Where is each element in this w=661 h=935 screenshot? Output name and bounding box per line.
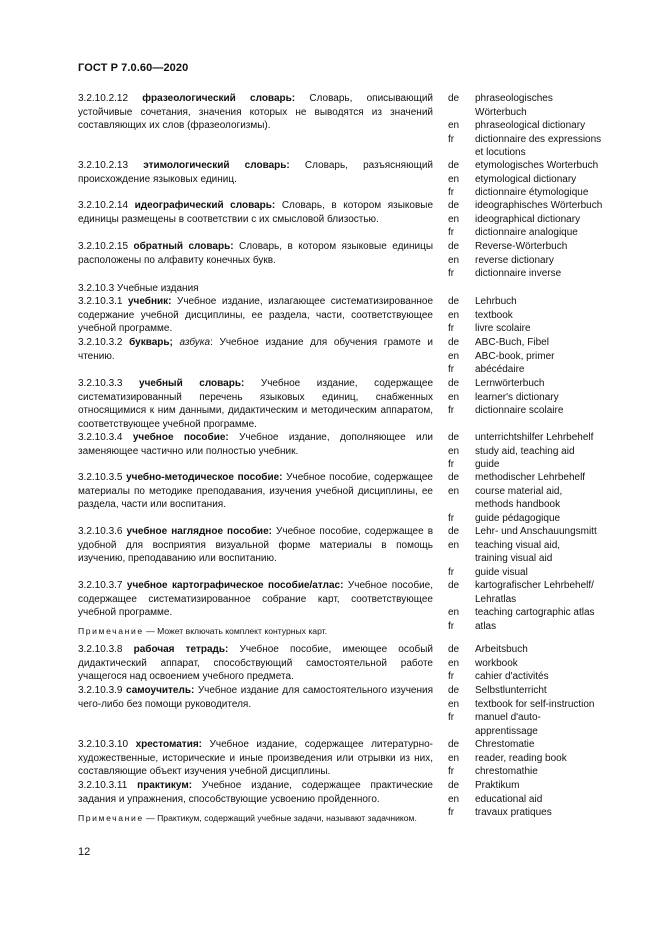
translation-text: ABC-Buch, Fibel xyxy=(475,337,549,348)
translations xyxy=(448,431,658,472)
lang-code: fr xyxy=(448,227,455,238)
entry-text: Учебное издание, содержащее литературно-художественные, исторические и иные произведения или отрывки из них, составляющие объект изучения учебной дисциплины. xyxy=(78,739,434,777)
translation-text: textbook for self-instruction xyxy=(475,698,595,710)
entry-term: практикум: xyxy=(137,780,193,791)
note-text: — Практикум, содержащий учебные задачи, называют задачником. xyxy=(146,813,417,823)
translation-row xyxy=(448,336,658,350)
translation-row xyxy=(448,765,658,779)
entry-number: 3.2.10.2.15 xyxy=(78,241,129,252)
translation-text: Praktikum xyxy=(475,780,520,791)
translations xyxy=(448,377,658,418)
lang-code: fr xyxy=(448,620,455,632)
translation-text: phraseological dictionary xyxy=(475,120,586,131)
translation-text: ABC-book, primer xyxy=(475,350,555,362)
translation-row xyxy=(448,106,658,120)
lang-code: de xyxy=(448,200,460,211)
lang-code: fr xyxy=(448,133,455,145)
translations xyxy=(448,240,658,281)
translation-row xyxy=(448,606,658,620)
lang-code: en xyxy=(448,173,460,185)
translation-row xyxy=(448,186,658,200)
lang-code: fr xyxy=(448,323,455,334)
translation-row xyxy=(448,725,658,739)
translation-row xyxy=(448,377,658,391)
translation-text: dictionnaire analogique xyxy=(475,227,578,238)
lang-code: fr xyxy=(448,364,455,375)
translation-text: reader, reading book xyxy=(475,752,567,764)
translation-row xyxy=(448,92,658,106)
translation-text: methods handbook xyxy=(475,499,561,510)
translation-text: unterrichtshilfer Lehrbehelf xyxy=(475,432,594,443)
lang-code: fr xyxy=(448,512,455,524)
translation-row xyxy=(448,363,658,377)
lang-code: de xyxy=(448,685,460,696)
translation-text: Selbstlunterricht xyxy=(475,685,547,696)
translation-text: etymologisches Worterbuch xyxy=(475,160,599,171)
entry-term: учебный словарь: xyxy=(139,378,245,389)
translation-text: kartografischer Lehrbehelf/ xyxy=(475,580,594,591)
entry-term: самоучитель: xyxy=(126,685,195,696)
lang-code: de xyxy=(448,241,460,252)
translation-row xyxy=(448,738,658,752)
entry-number: 3.2.10.3.2 xyxy=(78,337,123,348)
lang-code: fr xyxy=(448,405,455,416)
translation-text: Chrestomatie xyxy=(475,739,535,750)
translation-text: dictionnaire des expressions xyxy=(475,133,602,145)
entry-term: учебное пособие: xyxy=(132,432,229,443)
lang-code: fr xyxy=(448,459,455,470)
entry-term: фразеологический словарь: xyxy=(142,93,296,104)
entry-number: 3.2.10.3.6 xyxy=(78,526,123,537)
entry-definition xyxy=(78,643,433,684)
entry-definition xyxy=(78,779,433,806)
translation-row xyxy=(448,512,658,526)
lang-code: de xyxy=(448,296,460,307)
translation-text: phraseologisches xyxy=(475,93,553,104)
entry-number: 3.2.10.2.13 xyxy=(78,160,129,171)
translation-row xyxy=(448,350,658,364)
translation-row xyxy=(448,471,658,485)
translations xyxy=(448,471,658,525)
translation-row xyxy=(448,213,658,227)
lang-code: de xyxy=(448,432,460,443)
translation-row xyxy=(448,657,658,671)
lang-code: fr xyxy=(448,807,455,818)
translation-text: ideographical dictionary xyxy=(475,213,581,225)
lang-code: de xyxy=(448,739,460,750)
lang-code: fr xyxy=(448,766,455,777)
entry-definition xyxy=(78,159,433,186)
translation-row xyxy=(448,119,658,133)
translation-text: dictionnaire scolaire xyxy=(475,405,564,416)
translation-text: teaching cartographic atlas xyxy=(475,607,595,618)
translation-text: Lehrbuch xyxy=(475,296,517,307)
entry-text: Учебное издание, дополняющее или заменяющее частично или полностью учебник. xyxy=(78,432,433,457)
entry-number: 3.2.10.3.7 xyxy=(78,580,123,591)
translation-text: study aid, teaching aid xyxy=(475,445,575,457)
entry-text: Словарь, в котором языковые единицы размещены в соответствии с их смысловой близостью. xyxy=(78,200,434,225)
translations xyxy=(448,579,658,633)
lang-code: de xyxy=(448,337,460,348)
entry-text: Учебное пособие, содержащее систематизированное собрание карт, соответствующее учебной программе. xyxy=(78,580,434,618)
translations xyxy=(448,779,658,820)
entry-definition xyxy=(78,377,433,431)
entry-text: Учебное пособие, содержащее в удобной для восприятия визуальной форме материалы в помощь изучению, преподаванию или воспитанию. xyxy=(78,526,434,564)
translation-text: learner's dictionary xyxy=(475,391,559,403)
entry-text: : Учебное издание для обучения грамоте и чтению. xyxy=(78,337,434,362)
translation-text: etymological dictionary xyxy=(475,173,577,185)
entry-definition xyxy=(78,431,433,458)
lang-code: fr xyxy=(448,187,455,198)
translation-row xyxy=(448,485,658,499)
lang-code: en xyxy=(448,485,460,497)
translation-text: guide pédagogique xyxy=(475,512,561,524)
translation-text: reverse dictionary xyxy=(475,254,554,266)
translation-text: textbook xyxy=(475,309,513,321)
entry-text: Учебное издание, содержащее систематизированный перечень языковых единиц, снабженных относящимися к ним данными, дидактическим и методическим аппаратом, соответствующее учебной программе. xyxy=(78,378,434,430)
translation-row xyxy=(448,620,658,634)
entry-number: 3.2.10.2.12 xyxy=(78,93,129,104)
entry-term: рабочая тетрадь: xyxy=(133,644,229,655)
entry-text: Словарь, описывающий устойчивые сочетания, значения которых не выводятся из значений составляющих их слов (фразеологизмы). xyxy=(78,93,434,131)
translation-row xyxy=(448,793,658,807)
section-heading-text: 3.2.10.3 Учебные издания xyxy=(78,283,199,294)
entry-definition xyxy=(78,336,433,363)
lang-code: en xyxy=(448,752,460,764)
entry-number: 3.2.10.3.10 xyxy=(78,739,129,750)
translation-text: livre scolaire xyxy=(475,323,531,334)
lang-code xyxy=(448,725,475,739)
translation-row xyxy=(448,711,658,725)
translation-row xyxy=(448,431,658,445)
lang-code xyxy=(448,593,475,607)
translation-row xyxy=(448,670,658,684)
lang-code: de xyxy=(448,378,460,389)
entry-term: хрестоматия: xyxy=(135,739,203,750)
translation-row xyxy=(448,322,658,336)
translation-row xyxy=(448,698,658,712)
translation-row xyxy=(448,643,658,657)
lang-code: en xyxy=(448,350,460,362)
translation-text: Lehr- und Anschauungsmitt xyxy=(475,526,597,537)
translation-row xyxy=(448,539,658,553)
lang-code: de xyxy=(448,526,460,537)
translation-row xyxy=(448,295,658,309)
lang-code: en xyxy=(448,213,460,225)
translations xyxy=(448,738,658,779)
lang-code: fr xyxy=(448,268,455,279)
lang-code: de xyxy=(448,580,460,591)
lang-code: de xyxy=(448,160,460,171)
entry-term: учебник: xyxy=(127,296,172,307)
entry-number: 3.2.10.3.1 xyxy=(78,296,123,307)
translation-row xyxy=(448,566,658,580)
lang-code: de xyxy=(448,472,460,483)
note-label: Примечание xyxy=(78,813,144,823)
lang-code xyxy=(448,552,475,566)
note-label: Примечание xyxy=(78,626,144,636)
entry-text: Учебное издание, излагающее систематизированное содержание учебной дисциплины, ее раздела, части, соответствующее учебной программе. xyxy=(78,296,434,334)
lang-code xyxy=(448,498,475,512)
entry-number: 3.2.10.3.4 xyxy=(78,432,123,443)
lang-code: en xyxy=(448,254,460,266)
entry-number: 3.2.10.3.9 xyxy=(78,685,123,696)
translation-text: dictionnaire étymologique xyxy=(475,187,589,198)
translation-text: manuel d'auto- xyxy=(475,712,541,723)
translations xyxy=(448,199,658,240)
translation-text: travaux pratiques xyxy=(475,807,552,818)
translation-text: et locutions xyxy=(475,147,526,158)
translation-row xyxy=(448,240,658,254)
entry-text: Учебное пособие, содержащее материалы по методике преподавания, изучения учебной дисциплины, ее раздела, части или воспитания. xyxy=(78,472,433,510)
translation-row xyxy=(448,404,658,418)
entry-definition xyxy=(78,525,433,566)
entry-term: букварь; xyxy=(129,337,173,348)
entry-text: Словарь, разъясняющий происхождение языковых единиц. xyxy=(78,160,433,185)
translation-row xyxy=(448,254,658,268)
note-text: — Может включать комплект контурных карт. xyxy=(146,626,328,636)
entry-number: 3.2.10.3.5 xyxy=(78,472,123,483)
translation-row xyxy=(448,806,658,820)
translation-row xyxy=(448,579,658,593)
lang-code: fr xyxy=(448,566,455,578)
entry-definition xyxy=(78,199,433,226)
entry-term: учебно-методическое пособие: xyxy=(126,472,283,483)
translation-row xyxy=(448,173,658,187)
entry-text: Учебное издание, содержащее практические задания и упражнения, способствующие усвоению пройденного. xyxy=(78,780,433,805)
lang-code xyxy=(448,106,475,120)
translation-row xyxy=(448,133,658,147)
entry-definition xyxy=(78,92,433,133)
entry-number: 3.2.10.2.14 xyxy=(78,200,129,211)
lang-code: en xyxy=(448,539,460,551)
translation-text: methodischer Lehrbehelf xyxy=(475,472,586,483)
translations xyxy=(448,92,658,160)
lang-code: fr xyxy=(448,671,455,682)
entry-term: учебное картографическое пособие/атлас: xyxy=(126,580,344,591)
lang-code: en xyxy=(448,793,460,805)
lang-code: de xyxy=(448,780,460,791)
translation-text: ideographisches Wörterbuch xyxy=(475,200,603,211)
translation-text: educational aid xyxy=(475,793,543,805)
translation-row xyxy=(448,226,658,240)
lang-code: en xyxy=(448,309,460,321)
translation-row xyxy=(448,267,658,281)
entry-definition xyxy=(78,738,433,779)
translations xyxy=(448,159,658,200)
translation-text: Lernwörterbuch xyxy=(475,378,545,389)
translation-text: cahier d'activités xyxy=(475,671,549,682)
page-number: 12 xyxy=(78,846,91,858)
translation-row xyxy=(448,199,658,213)
translation-row xyxy=(448,391,658,405)
translations xyxy=(448,336,658,377)
document-header: ГОСТ Р 7.0.60—2020 xyxy=(78,62,189,74)
translation-text: teaching visual aid, xyxy=(475,539,561,551)
lang-code: de xyxy=(448,93,460,104)
translations xyxy=(448,525,658,579)
translation-text: atlas xyxy=(475,620,497,632)
translation-row xyxy=(448,552,658,566)
entry-alt-term: азбука xyxy=(179,337,211,348)
translation-row xyxy=(448,525,658,539)
entry-definition xyxy=(78,579,433,620)
translation-text: course material aid, xyxy=(475,485,563,497)
translation-text: guide xyxy=(475,459,500,470)
entry-text: Учебное издание для самостоятельного изучения чего-либо без помощи руководителя. xyxy=(78,685,434,710)
note xyxy=(78,626,433,638)
lang-code: fr xyxy=(448,712,455,723)
translation-row xyxy=(448,445,658,459)
entry-definition xyxy=(78,295,433,336)
translation-row xyxy=(448,752,658,766)
translation-row xyxy=(448,593,658,607)
entry-term: этимологический словарь: xyxy=(143,160,290,171)
entry-number: 3.2.10.3.3 xyxy=(78,378,123,389)
translation-text: Arbeitsbuch xyxy=(475,644,528,655)
entry-term: учебное наглядное пособие: xyxy=(126,526,272,537)
lang-code: en xyxy=(448,698,460,710)
entry-text: Учебное пособие, имеющее особый дидактический аппарат, способствующий самостоятельной работе учащегося над освоением учебного предмета. xyxy=(78,644,434,682)
lang-code: en xyxy=(448,445,460,457)
translation-row xyxy=(448,779,658,793)
lang-code: en xyxy=(448,607,460,618)
translation-text: chrestomathie xyxy=(475,766,538,777)
entry-number: 3.2.10.3.11 xyxy=(78,780,128,791)
translation-row xyxy=(448,146,658,160)
lang-code: en xyxy=(448,120,460,131)
translation-text: training visual aid xyxy=(475,553,553,564)
translations xyxy=(448,295,658,336)
entry-definition xyxy=(78,684,433,711)
translation-text: Lehratlas xyxy=(475,593,517,605)
translation-row xyxy=(448,498,658,512)
lang-code xyxy=(448,146,475,160)
note xyxy=(78,813,433,825)
translation-row xyxy=(448,684,658,698)
translation-text: apprentissage xyxy=(475,725,538,737)
entry-term: идеографический словарь: xyxy=(134,200,276,211)
entry-number: 3.2.10.3.8 xyxy=(78,644,123,655)
translation-text: guide visual xyxy=(475,566,528,578)
lang-code: en xyxy=(448,391,460,403)
translation-text: workbook xyxy=(475,657,518,669)
translation-row xyxy=(448,159,658,173)
lang-code: en xyxy=(448,657,460,669)
entry-text: Словарь, в котором языковые единицы расположены по алфавиту конечных букв. xyxy=(78,241,434,266)
entry-definition xyxy=(78,471,433,512)
translation-row xyxy=(448,309,658,323)
translation-text: abécédaire xyxy=(475,364,525,375)
entry-definition xyxy=(78,240,433,267)
translation-text: Reverse-Wörterbuch xyxy=(475,241,568,252)
translation-text: dictionnaire inverse xyxy=(475,268,562,279)
lang-code: de xyxy=(448,644,460,655)
translations xyxy=(448,643,658,684)
translation-row xyxy=(448,458,658,472)
translations xyxy=(448,684,658,738)
entry-term: обратный словарь: xyxy=(133,241,234,252)
translation-text: Wörterbuch xyxy=(475,106,527,118)
